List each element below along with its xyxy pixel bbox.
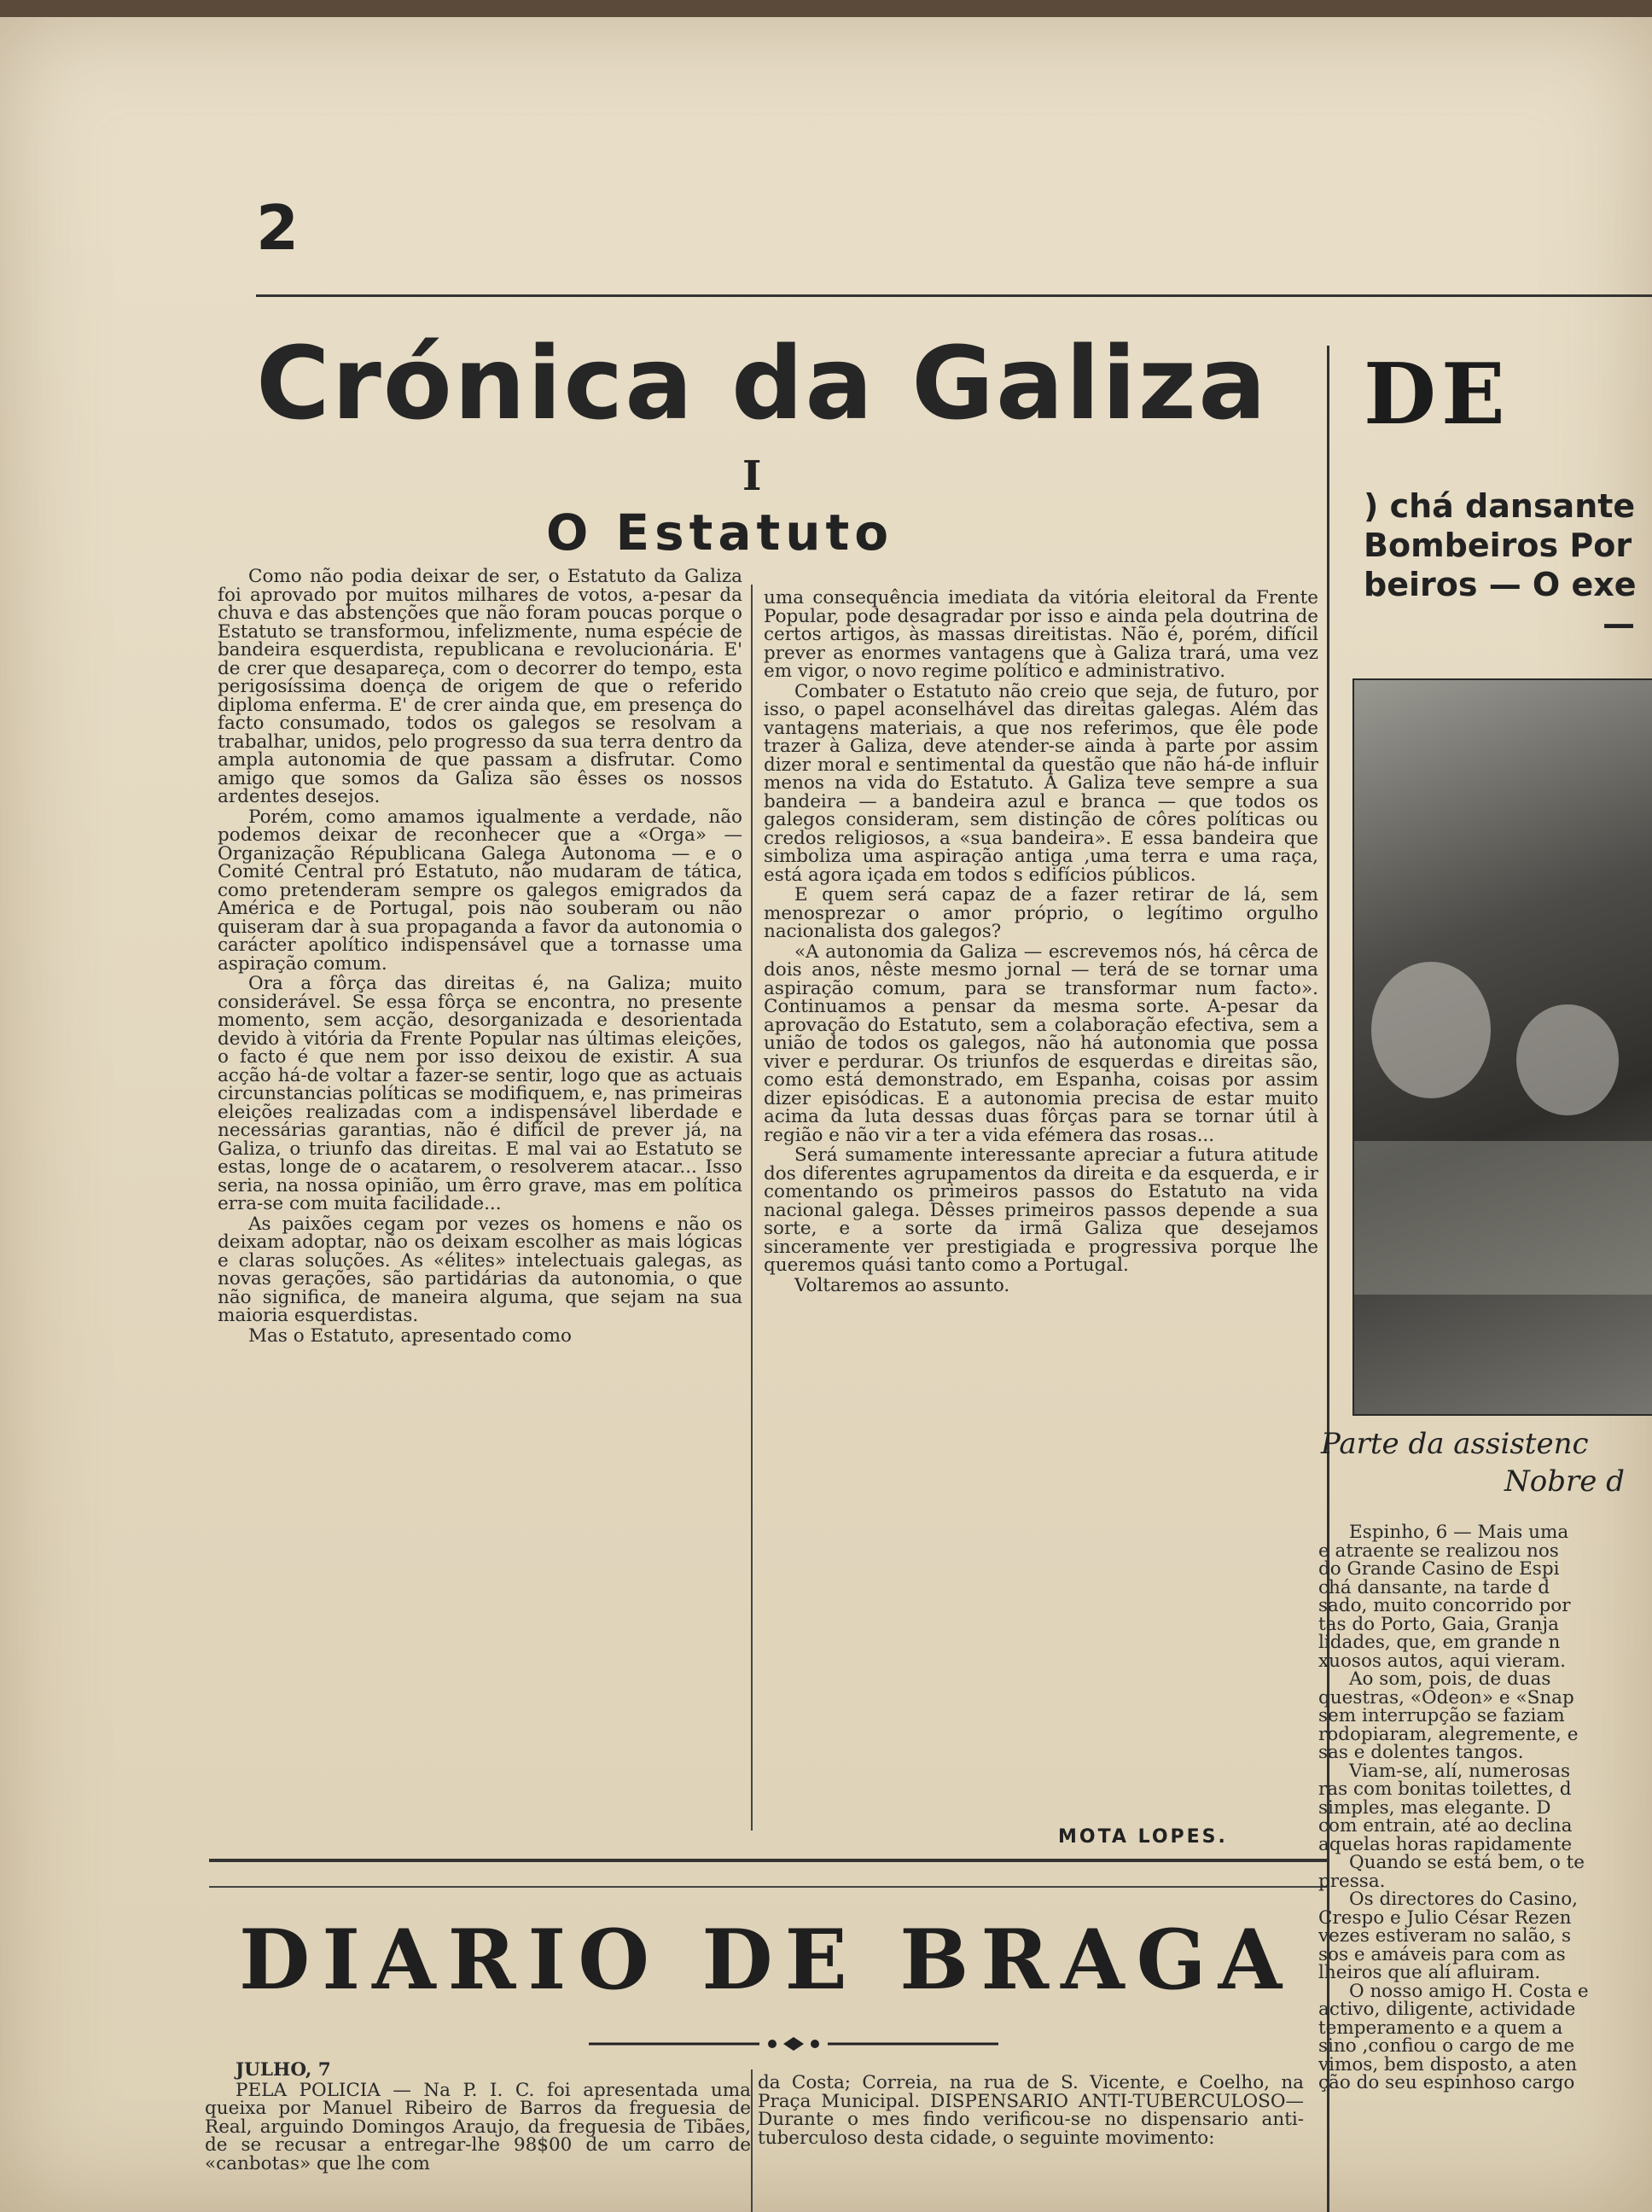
- author-signature: MOTA LOPES.: [1058, 1826, 1228, 1848]
- masthead: DIARIO DE BRAGA: [239, 1912, 1294, 2008]
- paragraph: As paixões cegam por vezes os homens e não os deixam adoptar, não os deixam escolher as mais lógicas e claras soluções. As «élites» intelectuais galegas, as novas gerações, são partidárias da autonomia, o que não significa, de maneira alguma, que sejam na sua maioria esquerdistas.: [218, 1213, 742, 1326]
- body-line: xuosos autos, aqui vieram.: [1318, 1650, 1566, 1672]
- event-photo: [1352, 678, 1652, 1416]
- photo-caption: [1321, 1425, 1652, 1500]
- paragraph: PELA POLICIA — Na P. I. C. foi apresentada uma queixa por Manuel Ribeiro de Barros da freguesia de Real, arguindo Domingos Araujo, da freguesia de Tibães, de se recusar a entregar-lhe 98$00 de um carro de «canbotas» que lhe com: [205, 2079, 751, 2174]
- page-number: 2: [256, 192, 300, 264]
- article-subtitle: O Estatuto: [546, 504, 894, 562]
- article-column-a: [218, 568, 742, 1347]
- body-line: com entrain, até ao declina: [1318, 1815, 1573, 1837]
- body-line: vezes estiveram no salão, s: [1318, 1925, 1572, 1947]
- body-line: sado, muito concorrido por: [1318, 1595, 1571, 1616]
- paragraph: da Costa; Correia, na rua de S. Vicente, e Coelho, na Praça Municipal. DISPENSARIO ANTI-TUBERCULOSO— Durante o mes findo verificou-se no dispensario anti-tuberculoso desta cidade, o seguinte movimento:: [758, 2072, 1304, 2149]
- article-column-b: [764, 589, 1318, 1296]
- paragraph: Como não podia deixar de ser, o Estatuto da Galiza foi aprovado por muitos milhares de votos, a-pesar da chuva e das abstenções que não foram poucas porque o Estatuto se transformou, infelizmente, numa espécie de bandeira esquerdista, republicana e revolucionária. E' de crer que desapareça, com o decorrer do tempo, esta perigosíssima doença de origem de que o referido diploma enferma. E' de crer ainda que, em presença do facto consumado, todos os galegos se resolvam a trabalhar, unidos, pelo progresso da sua terra dentro da ampla autonomia de que passam a disfrutar. Como amigo que somos da Galiza são êsses os nossos ardentes desejos.: [218, 566, 742, 807]
- body-line: rodopiaram, alegremente, e: [1318, 1723, 1579, 1745]
- body-line: lheiros que alí afluiram.: [1318, 1962, 1541, 1983]
- caption-line: Parte da assistenc: [1321, 1427, 1589, 1461]
- right-article-headline: DE: [1364, 346, 1510, 444]
- subhead-line: ) chá dansante: [1364, 487, 1636, 525]
- section-numeral: I: [742, 452, 762, 500]
- paragraph: Porém, como amamos igualmente a verdade, não podemos deixar de reconhecer que a «Orga» — Organização Républicana Galega Autonoma — e o Comité Central pró Estatuto, não mudaram de tática, como pretenderam sempre os galegos emigrados da América e de Portugal, pois não souberam ou não quiseram dar à sua propaganda a favor da autonomia o carácter apolítico indispensável que a tornasse uma aspiração comum.: [218, 806, 742, 975]
- body-line: simples, mas elegante. D: [1318, 1796, 1551, 1819]
- body-line: sino ,confiou o cargo de me: [1318, 2035, 1575, 2057]
- paragraph: E quem será capaz de a fazer retirar de lá, sem menosprezar o amor próprio, o legítimo orgulho nacionalista dos galegos?: [764, 884, 1318, 942]
- body-line: Os directores do Casino,: [1349, 1889, 1578, 1910]
- section-rule-thin: [209, 1886, 1327, 1888]
- body-line: pressa.: [1318, 1870, 1386, 1892]
- body-line: Viam-se, alí, numerosas: [1349, 1760, 1571, 1782]
- body-line: ras com bonitas toilettes, d: [1318, 1778, 1572, 1800]
- right-article-body: [1318, 1523, 1652, 2093]
- paragraph: Voltaremos ao assunto.: [794, 1274, 1010, 1296]
- body-line: lidades, que, em grande n: [1318, 1632, 1561, 1653]
- paragraph: Ora a fôrça das direitas é, na Galiza; muito considerável. Se essa fôrça se encontra, no presente momento, sem acção, desorganizada e desorientada devido à vitória da Frente Popular nas últimas eleições, o facto é que nem por isso deixou de existir. A sua acção há-de voltar a fazer-se sentir, logo que as actuais circunstancias políticas se modifiquem, e, nas primeiras eleições realizadas com a indispensável liberdade e necessárias garantias, não é difícil de prever já, na Galiza, o triunfo das direitas. E mal vai ao Estatuto se estas, longe de o acatarem, o resolverem atacar... Isso seria, na nossa opinião, um êrro grave, mas em política erra-se com muita facilidade...: [218, 973, 742, 1214]
- body-line: aquelas horas rapidamente: [1318, 1833, 1573, 1855]
- body-line: O nosso amigo H. Costa e: [1349, 1980, 1589, 2002]
- body-line: Espinho, 6 — Mais uma: [1349, 1523, 1569, 1543]
- body-line: Quando se está bem, o te: [1349, 1852, 1585, 1873]
- lower-column-b: [758, 2074, 1304, 2149]
- newspaper-page: [0, 17, 1652, 2212]
- subhead-line: beiros — O exe: [1364, 566, 1637, 603]
- paragraph: Combater o Estatuto não creio que seja, de futuro, por isso, o papel aconselhável das direitas galegas. Além das vantagens materiais, a que nos referimos, que êle pode trazer à Galiza, deve atender-se ainda à parte por assim dizer moral e sentimental da questão que não há-de influir menos na vida do Estatuto. A Galiza teve sempre a sua bandeira — a bandeira azul e branca — que todos os galegos consideram, sem distinção de côres políticas ou credos religiosos, a «sua bandeira». E essa bandeira que simboliza uma aspiração antiga ,uma terra e uma raça, está agora içada em todos s edifícios públicos.: [764, 680, 1318, 886]
- body-line: e atraente se realizou nos: [1318, 1540, 1559, 1562]
- body-line: ção do seu espinhoso cargo: [1318, 2072, 1575, 2093]
- paragraph: Será sumamente interessante apreciar a futura atitude dos diferentes agrupamentos da direita e da esquerda, e ir comentando os primeiros passos do Estatuto na vida nacional galega. Dêsses primeiros passos depende a sua sorte, e a sorte da irmã Galiza que desejamos sinceramente ver prestigiada e progressiva porque lhe queremos quási tanto como a Portugal.: [764, 1144, 1318, 1276]
- caption-line: Nobre d: [1504, 1464, 1625, 1499]
- body-line: chá dansante, na tarde d: [1318, 1576, 1550, 1598]
- paragraph: uma consequência imediata da vitória eleitoral da Frente Popular, pode desagradar por isso e ainda pela doutrina de certos artigos, às massas direitistas. Não é, porém, difícil prever as enormes vantagens que à Galiza trará, uma vez em vigor, o novo regime político e administrativo.: [764, 587, 1318, 682]
- paragraph: Mas o Estatuto, apresentado como: [248, 1324, 572, 1347]
- body-line: tas do Porto, Gaia, Granja: [1318, 1613, 1559, 1635]
- body-line: do Grande Casino de Espi: [1318, 1558, 1560, 1580]
- ornament-divider-icon: [589, 2035, 998, 2052]
- body-line: vimos, bem disposto, a aten: [1318, 2053, 1578, 2075]
- news-date: JULHO, 7: [236, 2059, 331, 2081]
- subhead-line: Bombeiros Por: [1364, 527, 1632, 564]
- lower-column-a: [205, 2061, 751, 2174]
- body-line: Crespo e Julio César Rezen: [1318, 1906, 1572, 1929]
- body-line: sos e amáveis para com as: [1318, 1943, 1566, 1965]
- body-line: Ao som, pois, de duas: [1349, 1668, 1551, 1690]
- body-line: activo, diligente, actividade: [1318, 1999, 1576, 2020]
- paragraph: «A autonomia da Galiza — escrevemos nós, há cêrca de dois anos, nêste mesmo jornal — terá de se tornar uma aspiração comum, para se transformar num facto». Continuamos a pensar da mesma sorte. A-pesar da aprovação do Estatuto, sem a colaboração efectiva, sem a união de todos os galegos, não há autonomia que possa viver e perdurar. Os triunfos de esquerdas e direitas são, como está demonstrado, em Espanha, coisas por assim dizer episódicas. E a autonomia precisa de estar muito acima da luta dessas duas fôrças para se tornar útil à região e não vir a ter a vida efémera das rosas...: [764, 940, 1318, 1146]
- section-rule: [209, 1859, 1327, 1862]
- top-rule: [256, 294, 1652, 297]
- body-line: sas e dolentes tangos.: [1318, 1742, 1524, 1763]
- body-line: temperamento e a quem a: [1318, 2017, 1563, 2039]
- column-divider: [751, 585, 753, 1831]
- right-article-subhead: [1364, 486, 1652, 643]
- body-line: sem interrupção se faziam: [1318, 1705, 1565, 1726]
- body-line: questras, «Odeon» e «Snap: [1318, 1686, 1574, 1708]
- subhead-line: —: [1603, 605, 1635, 643]
- article-title: Crónica da Galiza: [256, 324, 1268, 442]
- lower-column-divider: [751, 2069, 753, 2212]
